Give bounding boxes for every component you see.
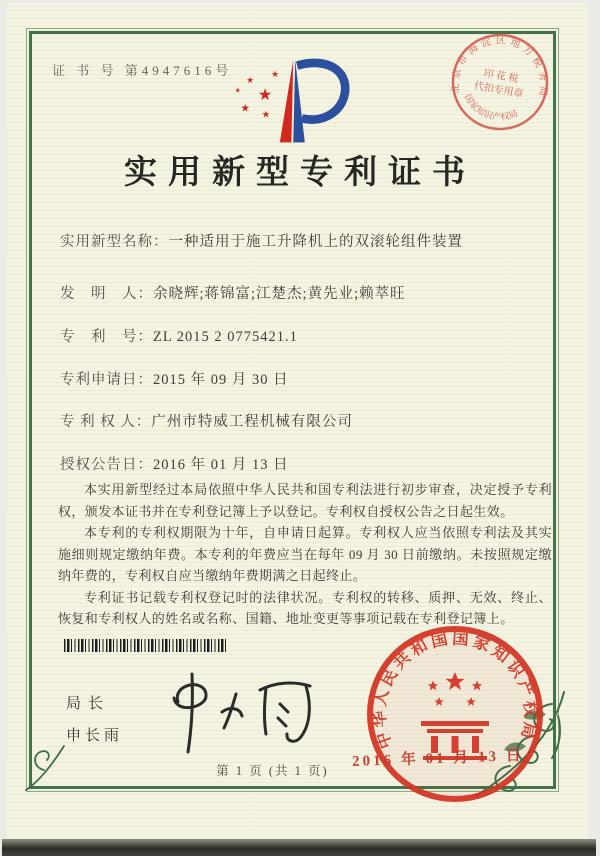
- field-label: 实用新型名称：: [60, 234, 169, 250]
- field-label: 专利申请日：: [60, 372, 153, 388]
- tax-stamp-line2: 代扣专用章: [472, 80, 525, 101]
- logo-p-bowl: [297, 63, 345, 120]
- star-icon: ★: [271, 70, 279, 81]
- field-value: 余晓辉;蒋锦富;江楚杰;黄先业;赖萃旺: [153, 286, 406, 302]
- logo-red-spike: [280, 60, 293, 143]
- seal-ring-text: 中华人民共和国国家知识产权局: [369, 628, 541, 752]
- tax-stamp-arc-top-text: 北京市海淀区地方税务局: [450, 35, 549, 97]
- commissioner-title: 局长: [66, 695, 111, 712]
- paragraph-term-fees: 本专利的专利权期限为十年，自申请日起算。专利权人应当依照专利法及其实施细则规定缴纳年费。本专利的年费应当在每年 09 月 30 日前缴纳。未按照规定缴纳年费的，专利权自应当缴纳年费期满之日起终止。: [58, 525, 552, 583]
- field-utility-model-name: [60, 230, 552, 251]
- field-value: 广州市特威工程机械有限公司: [151, 414, 353, 430]
- logo-stars: [235, 70, 279, 120]
- field-grant-date: [60, 453, 552, 474]
- star-icon: ★: [261, 109, 271, 121]
- field-label: 专 利 权 人：: [60, 414, 152, 430]
- paragraph-register: 专利证书记载专利权登记时的法律状况。专利权的转移、质押、无效、终止、恢复和专利权人的姓名或名称、国籍、地址变更等事项记载在专利登记簿上。: [58, 589, 552, 626]
- star-icon: ★: [246, 75, 254, 86]
- corner-flourish-small-icon: [24, 740, 70, 792]
- logo-blue-spike: [293, 60, 305, 143]
- field-label: 发 明 人：: [60, 286, 153, 302]
- field-patentee: [60, 410, 552, 431]
- field-label: 专 利 号：: [60, 329, 153, 345]
- svg-text:北京市海淀区地方税务局: [446, 25, 558, 111]
- star-icon: ★: [234, 86, 241, 95]
- field-value: ZL 2015 2 0775421.1: [153, 329, 298, 345]
- field-value: 2016 年 01 月 13 日: [153, 457, 289, 473]
- handwritten-signature-icon: [148, 664, 328, 759]
- tax-stamp-icon: [440, 22, 560, 142]
- field-value: 一种适用于施工升降机上的双滚轮组件装置: [168, 234, 463, 250]
- commissioner-name: 申长雨: [66, 727, 124, 744]
- certificate-title: 实用新型专利证书: [124, 155, 476, 191]
- field-patent-number: [60, 325, 552, 346]
- star-icon: ★: [257, 85, 273, 105]
- tax-stamp-arc-bottom-text: 国家知识产权局: [462, 92, 520, 123]
- field-inventors: [60, 282, 552, 303]
- barcode: [64, 639, 226, 652]
- official-seal-icon: [363, 622, 547, 806]
- star-icon: ★: [240, 102, 250, 115]
- tax-stamp-line1: 印 花 税: [482, 68, 520, 86]
- photo-edge-shadow: [2, 839, 596, 856]
- field-label: 授权公告日：: [60, 457, 153, 473]
- seal-date: 2016 年 01 月 13 日: [351, 748, 525, 770]
- field-application-date: [60, 368, 552, 389]
- field-value: 2015 年 09 月 30 日: [153, 372, 289, 388]
- paragraph-grant: 本实用新型经过本局依照中华人民共和国专利法进行初步审查，决定授予专利权，颁发本证书并在专利登记簿上予以登记。专利权自授权公告之日起生效。: [58, 482, 552, 519]
- legal-text-block: [58, 479, 552, 630]
- cnipa-logo-icon: [232, 54, 368, 150]
- certificate-number: 证 书 号 第4947616号: [52, 63, 233, 78]
- page-number: 第 1 页 (共 1 页): [216, 764, 329, 778]
